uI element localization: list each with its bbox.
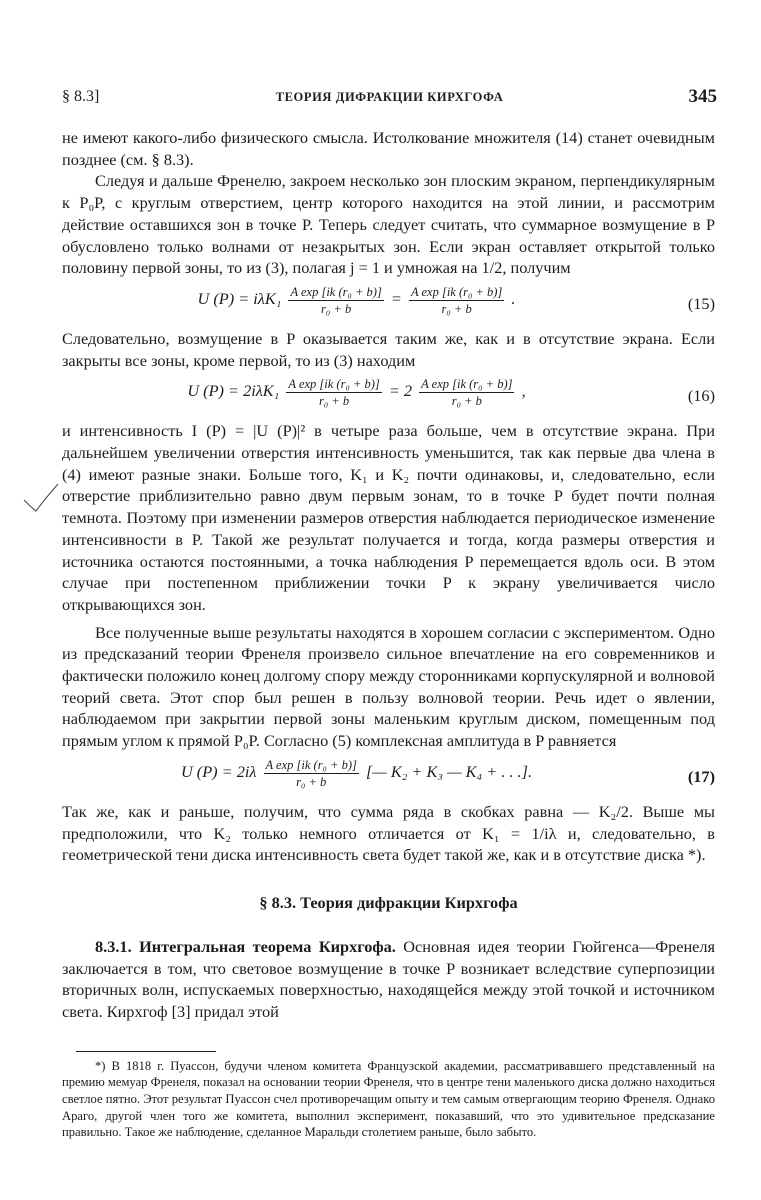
equation-17 <box>62 757 715 797</box>
eq-left: U (P) = 2iλ <box>180 762 257 782</box>
fraction-numerator: A exp [ik (r₀ + b)] <box>265 757 357 772</box>
eq-tail: [— K₂ + K₃ — K₄ + . . .]. <box>365 762 533 782</box>
eq-left: U (P) = iλK₁ <box>197 289 282 309</box>
handwritten-margin-check-mark <box>22 478 62 518</box>
fraction <box>288 284 383 317</box>
fraction-numerator: A exp [ik (r₀ + b)] <box>290 284 382 299</box>
eq-operator: = <box>390 289 406 309</box>
fraction <box>409 284 504 317</box>
page-number: 345 <box>688 86 717 107</box>
paragraph: Следуя и дальше Френелю, закроем несколько зон плоским экраном, перпендикулярным к P₀P, с круглым отверстием, центр которого находится на этой линии, и рассмотрим действие оставшихся зон в точке P. Теперь следует считать, что суммарное возмущение в P обусловлено только волнами от незакрытых зон. Если экран оставляет открытой только половину первой зоны, то из (3), полагая j = 1 и умножая на 1/2, получим <box>62 171 715 278</box>
section-heading: § 8.3. Теория дифракции Кирхгофа <box>259 892 518 912</box>
eq-tail: , <box>521 381 526 401</box>
equation-number: (17) <box>687 766 715 786</box>
eq-tail: . <box>511 289 516 309</box>
equation-number: (15) <box>687 293 715 313</box>
running-header <box>62 88 717 110</box>
fraction-numerator: A exp [ik (r₀ + b)] <box>410 284 503 299</box>
eq-left: U (P) = 2iλK₁ <box>187 381 280 401</box>
paragraph: и интенсивность I (P) = |U (P)|² в четыре раза больше, чем в отсутствие экрана. При дальнейшем увеличении отверстия интенсивность уменьшится, так как первые два члена в (4) имеют разные знаки. Больше того, K₁ и K₂ почти одинаковы, и, следовательно, если отверстие приблизительно равно двум первым зонам, то в точке P будет почти полная темнота. Поэтому при изменении размеров отверстия наблюдается периодическое изменение интенсивности в P. Такой же результат получается и тогда, когда размеры отверстия и источника остаются постоянными, а точка наблюдения P перемещается вдоль оси. В этом случае при постепенном приближении точки P к экрану увеличивается число открывающихся зон. <box>62 421 715 614</box>
paragraph <box>62 936 715 1023</box>
page-body <box>62 127 715 1141</box>
paragraph: не имеют какого-либо физического смысла. Истолкование множителя (14) станет очевидным позднее (см. § 8.3). <box>62 128 715 169</box>
footnote: *) В 1818 г. Пуассон, будучи членом комитета Французской академии, рассматривавшего представленный на премию мемуар Френеля, показал на основании теории Френеля, что в центре тени маленького диска должно находиться светлое пятно. Этот результат Пуассон счел противоречащим опыту и тем самым отвергающим теорию Френеля. Однако Араго, другой член того же комитета, выполнил эксперимент, показавший, что это удивительное предсказание правильно. Такое же наблюдение, сделанное Маральди столетием раньше, было забыто. <box>62 1058 715 1140</box>
fraction-denominator: r₀ + b <box>451 394 482 409</box>
fraction <box>419 376 514 409</box>
fraction-numerator: A exp [ik (r₀ + b)] <box>288 377 380 392</box>
fraction-denominator: r₀ + b <box>321 301 352 316</box>
fraction-denominator: r₀ + b <box>319 394 350 409</box>
equation-15 <box>62 284 715 324</box>
paragraph: Следовательно, возмущение в P оказывается таким же, как и в отсутствие экрана. Если закрыты все зоны, кроме первой, то из (3) находим <box>62 328 715 370</box>
paragraph: Так же, как и раньше, получим, что сумма ряда в скобках равна — K₂/2. Выше мы предположили, что K₂ только немного отличается от K₁ = 1/iλ и, следовательно, в геометрической тени диска интенсивность света будет такой же, как и в отсутствие диска *). <box>62 801 715 865</box>
eq-operator: = 2 <box>388 381 413 401</box>
fraction <box>264 757 359 790</box>
header-section-ref: § 8.3] <box>62 88 100 105</box>
subsection-heading: 8.3.1. Интегральная теорема Кирхгофа. <box>95 936 396 956</box>
fraction-denominator: r₀ + b <box>296 774 327 789</box>
paragraph: Все полученные выше результаты находятся в хорошем согласии с экспериментом. Одно из предсказаний теории Френеля произвело сильное впечатление на его современников и фактически положило конец долгому спору между сторонниками корпускулярной и волновой теорий света. Этот спор был решен в пользу волновой теории. Речь идет о явлении, наблюдаемом при закрытии первой зоны маленьким круглым диском, помещенным под прямым углом к прямой P₀P. Согласно (5) комплексная амплитуда в P равняется <box>62 622 715 751</box>
fraction-numerator: A exp [ik (r₀ + b)] <box>421 377 513 392</box>
fraction <box>286 376 381 409</box>
fraction-denominator: r₀ + b <box>441 301 472 316</box>
paragraph-text: Основная идея теории Гюйгенса—Френеля заключается в том, что световое возмущение в точке P возникает вследствие суперпозиции вторичных волн, испускаемых поверхностью, находящейся между этой точкой и источником света. Кирхгоф [3] придал этой <box>62 936 715 1022</box>
header-title: ТЕОРИЯ ДИФРАКЦИИ КИРХГОФА <box>275 90 504 104</box>
equation-16 <box>62 376 715 416</box>
equation-number: (16) <box>687 386 715 406</box>
footnote-divider <box>76 1051 216 1052</box>
